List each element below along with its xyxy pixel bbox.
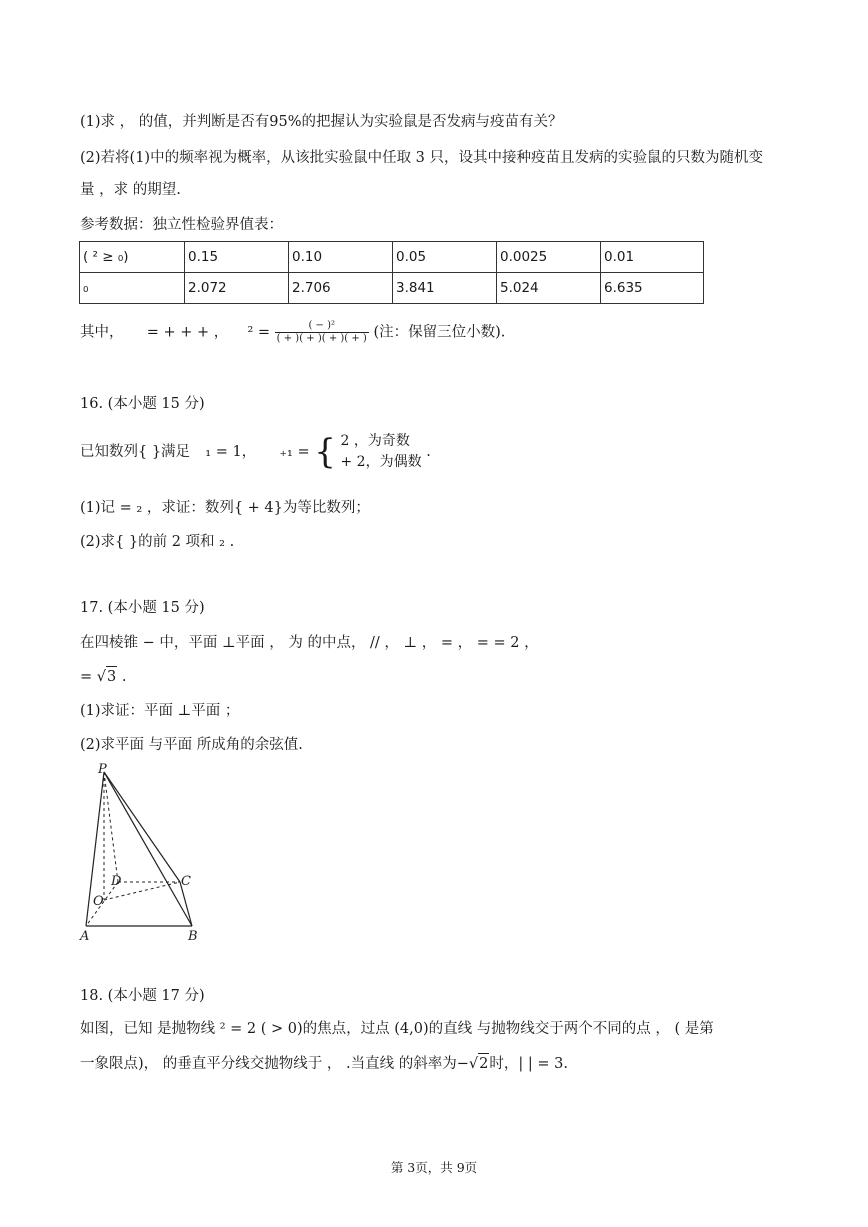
- table-header-cell: ₀: [80, 273, 185, 304]
- table-cell: 0.15: [185, 242, 289, 273]
- table-row: [80, 273, 704, 304]
- label-b: B: [188, 929, 198, 944]
- q18-stem-line1: 如图，已知 是抛物线 ² = 2 ( > 0)的焦点，过点 (4,0)的直线 与抛物线交于两个不同的点 ， ( 是第: [80, 1021, 714, 1037]
- q16-heading: 16. (本小题 15 分): [80, 396, 205, 412]
- q17-part1: (1)求证：平面 ⊥平面 ；: [80, 703, 240, 719]
- q16-stem: 已知数列{ }满足 ₁ = 1， ₊₁ = { 2 ，为奇数 + 2，为偶数 .: [80, 432, 431, 472]
- table-cell: 5.024: [497, 273, 601, 304]
- q16-part1: (1)记 = ₂ ，求证：数列{ + 4}为等比数列；: [80, 500, 370, 516]
- q17-stem-line2: = √3 .: [80, 666, 126, 687]
- table-cell: 2.706: [289, 273, 393, 304]
- label-p: P: [98, 762, 107, 777]
- critical-value-table: [79, 241, 704, 304]
- brace-symbol: {: [314, 432, 336, 472]
- q18-heading: 18. (本小题 17 分): [80, 988, 205, 1004]
- label-c: C: [181, 874, 191, 889]
- q17-heading: 17. (本小题 15 分): [80, 600, 205, 616]
- q15-part2-line1: (2)若将(1)中的频率视为概率，从该批实验鼠中任取 3 只，设其中接种疫苗且发病的实验鼠的只数为随机变: [80, 150, 764, 166]
- table-cell: 0.10: [289, 242, 393, 273]
- chi-square-fraction: $\frac{\text{( − )²}}{( + )( + )( + )( + )}$: [276, 320, 367, 344]
- label-o: O: [93, 894, 104, 909]
- q18-stem-line2: 一象限点)， 的垂直平分线交抛物线于 ， .当直线 的斜率为−√2时，| | = 3.: [80, 1053, 568, 1074]
- q15-part2-line2: 量 ，求 的期望.: [80, 182, 181, 198]
- table-cell: 2.072: [185, 273, 289, 304]
- table-cell: 0.01: [601, 242, 704, 273]
- chi-square-formula: 其中， = + + + ， ² = $\frac{\text{( − )²}}{( + )( + )( + )( + )}$ (注：保留三位小数).: [80, 320, 506, 344]
- q16-part2: (2)求{ }的前 2 项和 ₂ .: [80, 534, 235, 550]
- table-cell: 0.0025: [497, 242, 601, 273]
- table-cell: 0.05: [393, 242, 497, 273]
- edge-pc: [104, 772, 180, 882]
- q15-reference-title: 参考数据：独立性检验界值表：: [80, 217, 283, 233]
- q17-part2: (2)求平面 与平面 所成角的余弦值.: [80, 737, 303, 753]
- q15-part1: (1)求 ， 的值，并判断是否有95%的把握认为实验鼠是否发病与疫苗有关？: [80, 114, 563, 130]
- table-cell: 6.635: [601, 273, 704, 304]
- q17-stem-line1: 在四棱锥 − 中，平面 ⊥平面 ， 为 的中点， // ， ⊥ ， = ， = = 2 ，: [80, 635, 539, 651]
- pyramid-figure: [78, 760, 218, 945]
- label-d: D: [111, 874, 122, 889]
- table-row: [80, 242, 704, 273]
- table-cell: 3.841: [393, 273, 497, 304]
- table-header-cell: ( ² ≥ ₀): [80, 242, 185, 273]
- label-a: A: [80, 929, 90, 944]
- page-number-footer: 第 3页，共 9页: [390, 1160, 478, 1175]
- piecewise-cases: 2 ，为奇数 + 2，为偶数: [340, 433, 422, 470]
- edge-pb: [104, 772, 192, 926]
